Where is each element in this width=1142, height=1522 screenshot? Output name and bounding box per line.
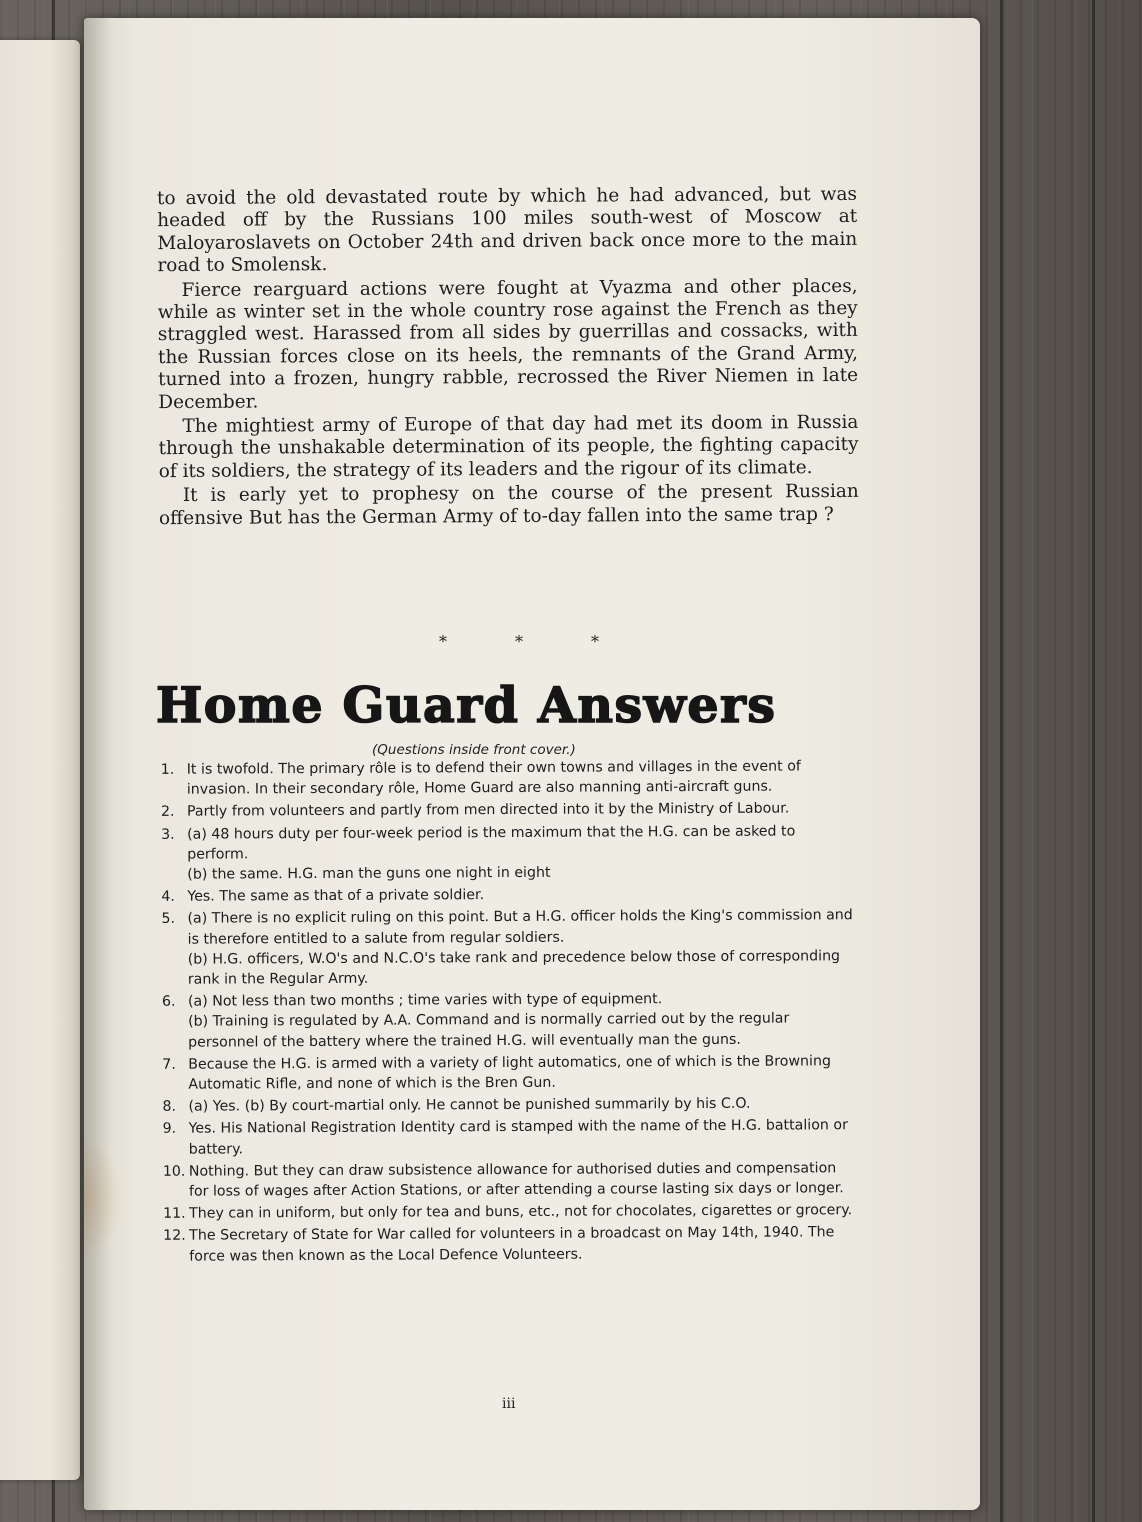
answer-text: They can in uniform, but only for tea and buns, etc., not for chocolates, cigarettes or grocery. — [189, 1202, 853, 1222]
answer-text: Because the H.G. is armed with a variety of light automatics, one of which is the Browning Automatic Rifle, and none of which is the Bren Gun. — [188, 1053, 832, 1093]
star-icon: * — [591, 632, 599, 651]
history-paragraph: to avoid the old devastated route by which he had advanced, but was headed off by the Russians 100 miles south-west of Moscow at Maloyaroslavets on October 24th and driven back once more to the main road to Smolensk. — [156, 183, 858, 277]
answer-text: (a) Not less than two months ; time varies with type of equipment. (b) Training is regulated by A.A. Command and is normally carried out by the regular personnel of the battery where the trained H.G. will eventually man the guns. — [187, 991, 790, 1051]
answer-number: 6. — [161, 993, 176, 1011]
answer-number: 10. — [162, 1163, 186, 1180]
answer-item — [159, 1223, 859, 1267]
history-paragraph: Fierce rearguard actions were fought at Vyazma and other places, while as winter set in the whole country rose against the French as they straggled west. Harassed from all sides by guerrillas and cossacks, with the Russian forces close on its heels, the remnants of the Grand Army, turned into a frozen, hungry rabble, recrossed the River Niemen in late December. — [157, 275, 859, 413]
answer-item — [157, 906, 857, 990]
section-subtitle: (Questions inside front cover.) — [372, 742, 576, 758]
booklet-page — [84, 18, 980, 1510]
answer-text: (a) 48 hours duty per four-week period is the maximum that the H.G. can be asked to perform. (b) the same. H.G. man the guns one night in eight — [187, 823, 796, 883]
history-paragraph: The mightiest army of Europe of that day had met its doom in Russia through the unshakable determination of its people, the fighting capacity of its soldiers, the strategy of its leaders and the rigour of its climate. — [158, 411, 859, 483]
answer-text: (a) There is no explicit ruling on this point. But a H.G. officer holds the King's commission and is therefore entitled to a salute from regular soldiers. (b) H.G. officers, W.O's and N.C.O's take rank and precedence below those of corresponding rank in the Regular Army. — [187, 907, 853, 988]
answer-number: 7. — [162, 1056, 176, 1073]
star-icon: * — [515, 632, 523, 651]
answer-item — [159, 1158, 859, 1202]
section-divider — [439, 632, 599, 651]
answer-number: 2. — [160, 804, 175, 821]
answer-text: Nothing. But they can draw subsistence allowance for authorised duties and compensation for loss of wages after Action Stations, or after attending a course lasting six days or longer. — [188, 1160, 844, 1200]
answer-number: 1. — [160, 761, 175, 778]
answer-item — [158, 1093, 858, 1117]
answer-number: 12. — [163, 1228, 186, 1245]
answer-text: Yes. His National Registration Identity card is stamped with the name of the H.G. battalion or battery. — [188, 1117, 848, 1158]
answer-item — [158, 1051, 858, 1095]
answer-text: Partly from volunteers and partly from men directed into it by the Ministry of Labour. — [186, 800, 790, 821]
answer-number: 9. — [162, 1121, 177, 1138]
answer-item — [157, 756, 857, 800]
answer-number: 3. — [161, 826, 175, 843]
answer-item — [158, 988, 858, 1052]
answers-list — [157, 756, 860, 1269]
facing-page-edge — [0, 40, 80, 1480]
answer-number: 11. — [163, 1205, 186, 1223]
answer-number: 8. — [162, 1098, 177, 1116]
answer-number: 5. — [161, 911, 176, 928]
answer-item — [157, 821, 857, 885]
answer-text: Yes. The same as that of a private soldier. — [187, 887, 485, 905]
history-paragraph: It is early yet to prophesy on the course of the present Russian offensive But has the German Army of to-day fallen into the same trap ? — [158, 481, 859, 529]
answer-text: (a) Yes. (b) By court-martial only. He cannot be punished summarily by his C.O. — [188, 1095, 751, 1115]
page-number: iii — [502, 1396, 516, 1412]
answer-item — [159, 1116, 859, 1160]
wood-plank-seam — [1000, 0, 1003, 1522]
answer-text: The Secretary of State for War called for volunteers in a broadcast on May 14th, 1940. The force was then known as the Local Defence Volunteers. — [189, 1224, 835, 1265]
history-text — [157, 184, 859, 532]
page-stain — [84, 1138, 124, 1258]
answer-number: 4. — [161, 888, 175, 906]
star-icon: * — [439, 632, 447, 651]
answer-item — [157, 883, 857, 907]
section-title: Home Guard Answers — [156, 676, 777, 734]
wood-plank-seam — [1092, 0, 1095, 1522]
answer-item — [159, 1200, 859, 1224]
answer-text: It is twofold. The primary rôle is to defend their own towns and villages in the event of invasion. In their secondary rôle, Home Guard are also manning anti-aircraft guns. — [186, 758, 801, 798]
answer-item — [157, 799, 857, 823]
